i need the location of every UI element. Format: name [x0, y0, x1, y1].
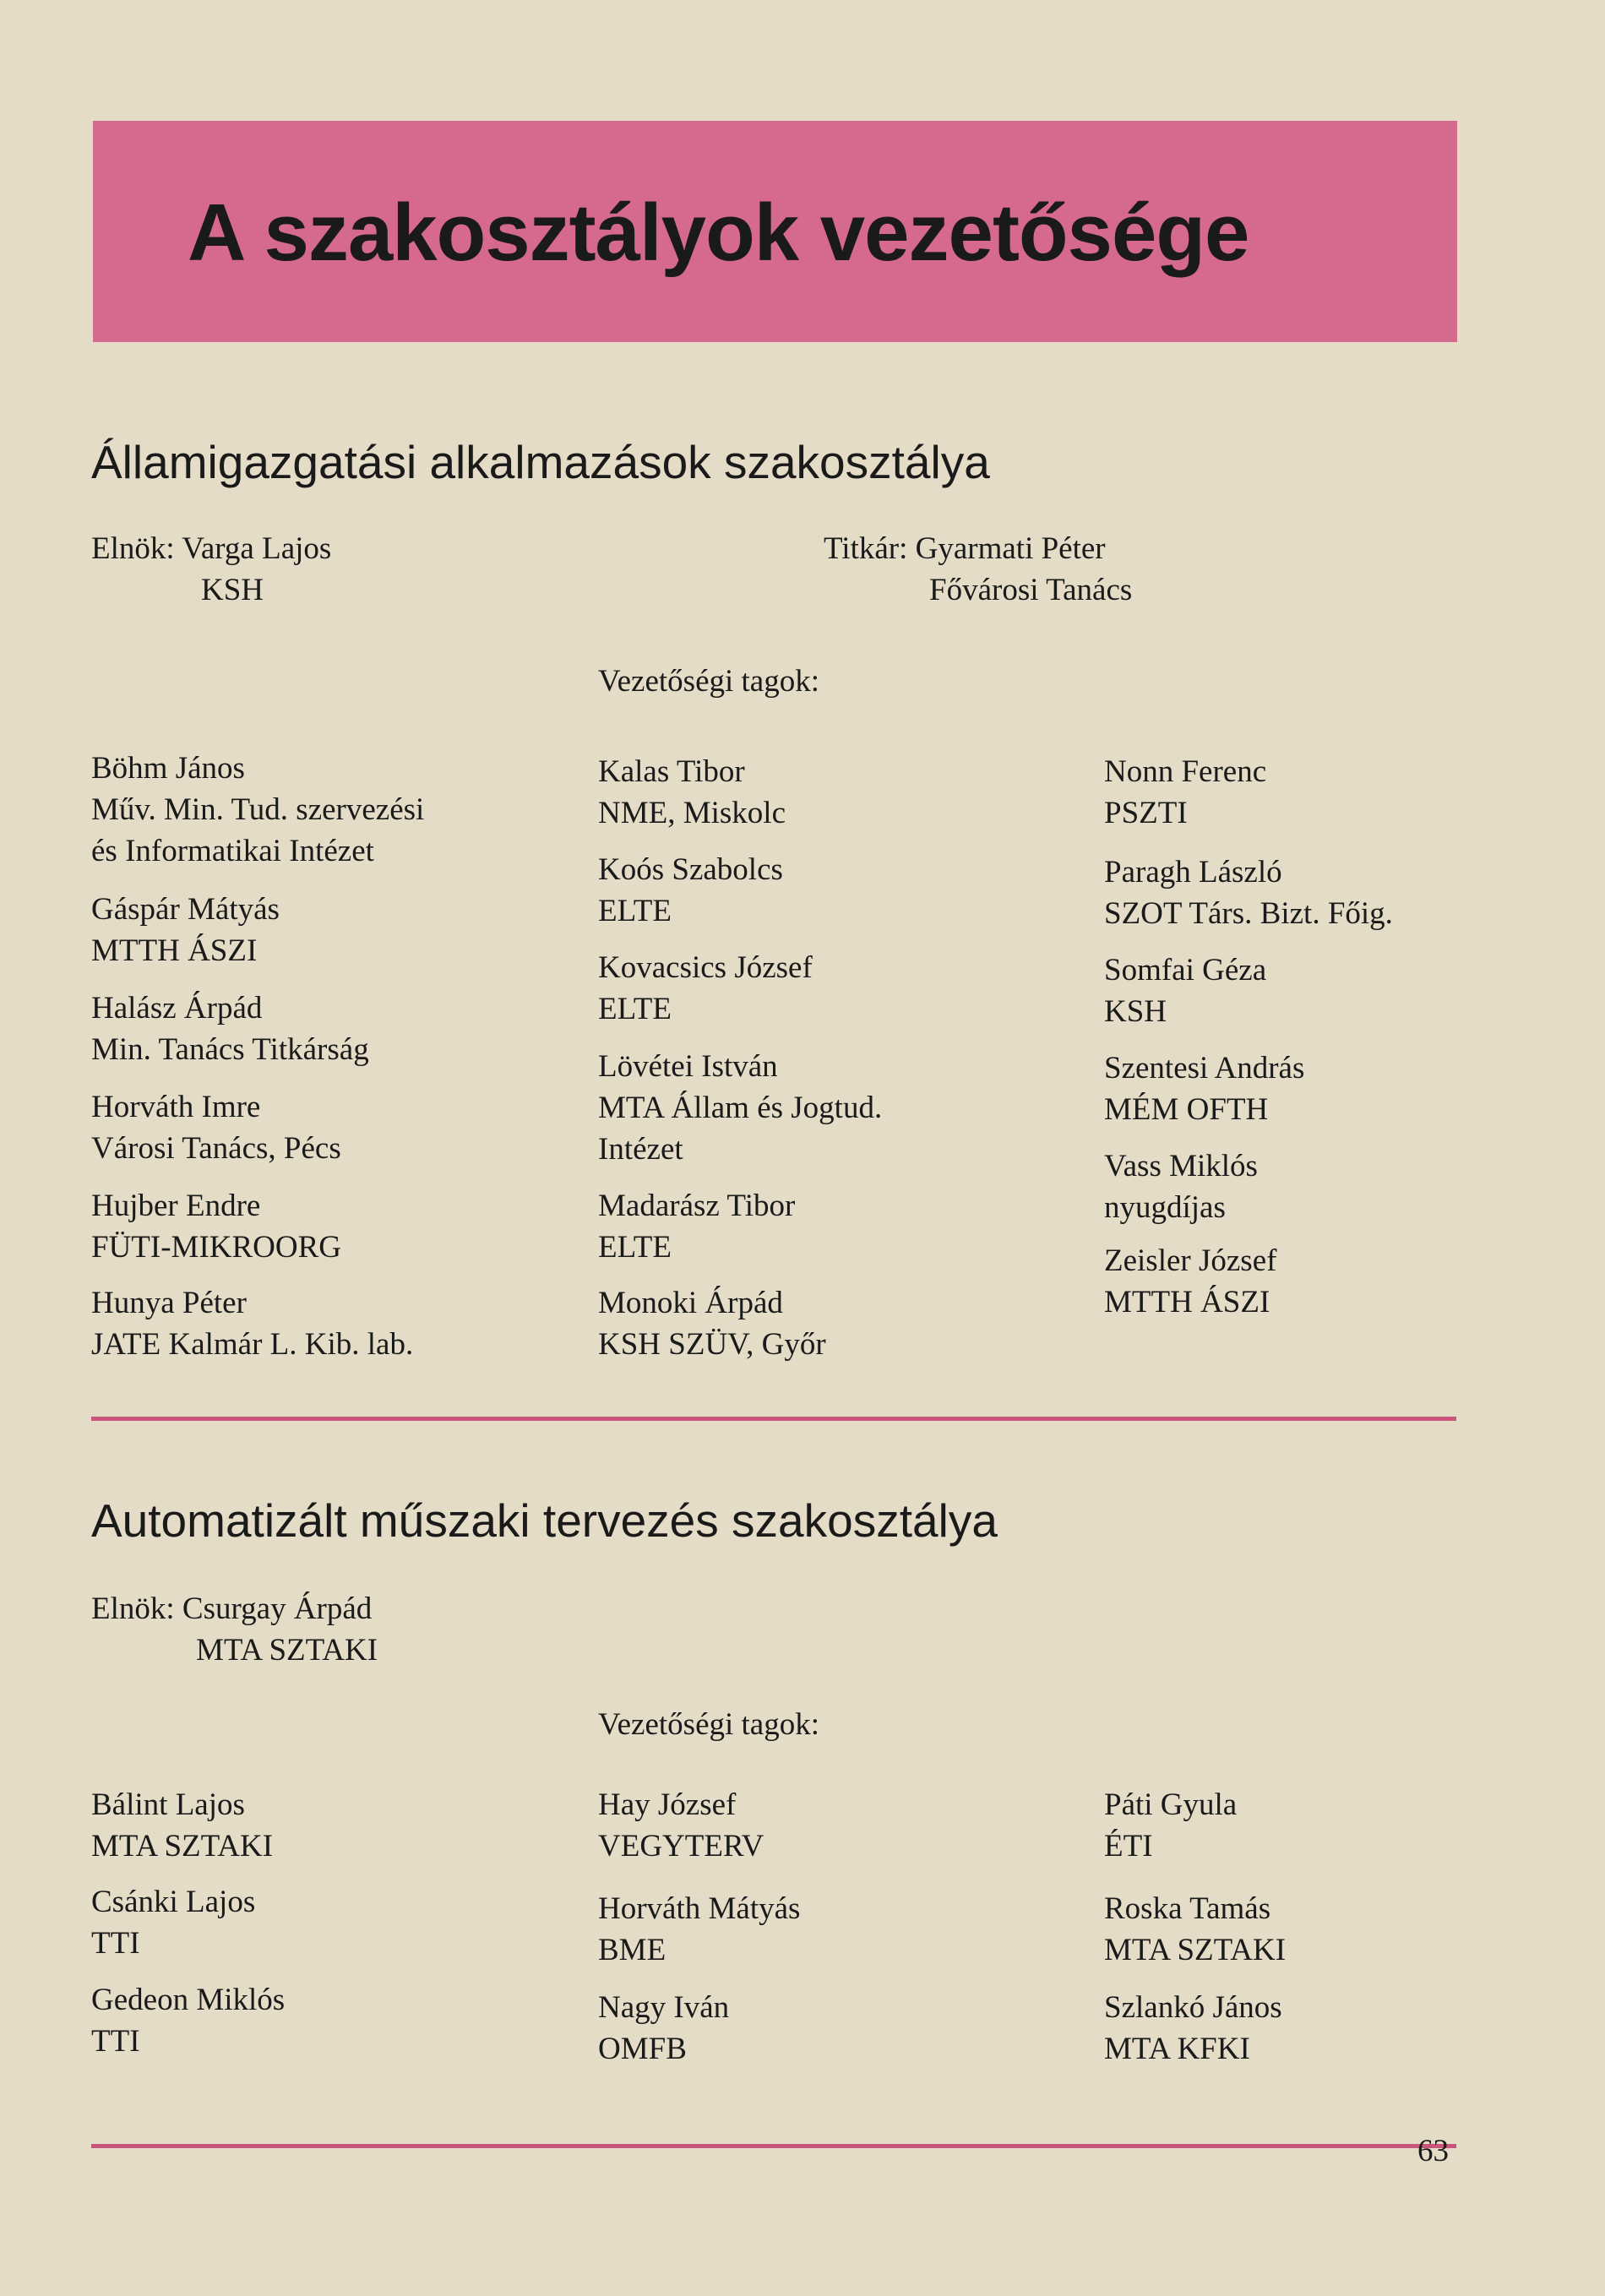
member-org: MTTH ÁSZI	[1104, 1285, 1270, 1319]
member-entry	[91, 889, 280, 971]
member-org: KSH SZÜV, Győr	[598, 1327, 826, 1362]
member-org: MTA KFKI	[1104, 2032, 1250, 2066]
member-org: PSZTI	[1104, 796, 1188, 830]
member-entry	[598, 1888, 800, 1971]
member-entry	[598, 1784, 764, 1867]
member-entry	[1104, 949, 1266, 1032]
page-number: 63	[1417, 2134, 1449, 2168]
member-org: ELTE	[598, 894, 672, 928]
member-entry	[91, 1086, 341, 1169]
section-divider	[91, 1417, 1456, 1421]
member-entry	[1104, 1240, 1276, 1323]
member-entry	[598, 751, 786, 834]
member-name: Horváth Mátyás	[598, 1891, 801, 1926]
member-entry	[91, 1784, 273, 1867]
member-entry	[91, 1282, 413, 1365]
member-org: és Informatikai Intézet	[91, 834, 374, 868]
chair-1: Elnök: Varga Lajos	[91, 531, 332, 566]
member-name: Hay József	[598, 1787, 737, 1822]
member-name: Zeisler József	[1104, 1243, 1277, 1278]
member-entry	[91, 748, 424, 872]
member-entry	[598, 947, 813, 1030]
member-name: Böhm János	[91, 751, 245, 786]
member-org: MTTH ÁSZI	[91, 933, 258, 968]
member-org: FÜTI-MIKROORG	[91, 1230, 341, 1265]
member-org: TTI	[91, 1926, 140, 1961]
member-org: ÉTI	[1104, 1829, 1153, 1863]
member-entry	[91, 1185, 341, 1268]
chair-org-2: MTA SZTAKI	[196, 1633, 378, 1668]
member-org: Min. Tanács Titkárság	[91, 1032, 369, 1067]
member-name: Nagy Iván	[598, 1990, 730, 2025]
member-entry	[91, 987, 369, 1070]
member-name: Halász Árpád	[91, 991, 263, 1026]
member-name: Roska Tamás	[1104, 1891, 1271, 1926]
member-org: VEGYTERV	[598, 1829, 764, 1863]
member-org: OMFB	[598, 2032, 687, 2066]
member-entry	[91, 1979, 285, 2062]
board-label-2: Vezetőségi tagok:	[598, 1707, 819, 1742]
member-org: MÉM OFTH	[1104, 1092, 1269, 1127]
section-title-2: Automatizált műszaki tervezés szakosztálya	[91, 1494, 998, 1547]
member-entry	[598, 1282, 826, 1365]
member-org: nyugdíjas	[1104, 1190, 1226, 1225]
member-org: ELTE	[598, 1230, 672, 1265]
member-org: MTA Állam és Jogtud.	[598, 1091, 883, 1125]
member-name: Csánki Lajos	[91, 1885, 256, 1919]
member-entry	[91, 1881, 255, 1964]
member-org: MTA SZTAKI	[91, 1829, 274, 1863]
member-name: Horváth Imre	[91, 1090, 261, 1124]
member-name: Szlankó János	[1104, 1990, 1282, 2025]
member-name: Madarász Tibor	[598, 1189, 796, 1223]
member-entry	[1104, 751, 1266, 834]
chair-2: Elnök: Csurgay Árpád	[91, 1591, 373, 1626]
member-entry	[1104, 1145, 1258, 1228]
member-org: Műv. Min. Tud. szervezési	[91, 792, 425, 827]
member-org: JATE Kalmár L. Kib. lab.	[91, 1327, 414, 1362]
member-org: KSH	[1104, 994, 1167, 1029]
chair-org-1: KSH	[201, 573, 264, 607]
member-name: Páti Gyula	[1104, 1787, 1238, 1822]
member-entry	[598, 849, 783, 932]
member-name: Nonn Ferenc	[1104, 754, 1267, 789]
member-org: BME	[598, 1933, 666, 1967]
member-name: Somfai Géza	[1104, 953, 1267, 987]
member-name: Bálint Lajos	[91, 1787, 245, 1822]
member-entry	[598, 1185, 795, 1268]
member-org: SZOT Társ. Bizt. Főig.	[1104, 896, 1393, 931]
secretary-org-1: Fővárosi Tanács	[929, 573, 1133, 607]
member-entry	[1104, 1987, 1282, 2070]
board-label-1: Vezetőségi tagok:	[598, 664, 819, 699]
member-org: ELTE	[598, 992, 672, 1026]
page-title: A szakosztályok vezetősége	[188, 188, 1249, 278]
member-entry	[1104, 1047, 1304, 1130]
member-org: TTI	[91, 2024, 140, 2059]
member-name: Kovacsics József	[598, 950, 813, 985]
member-name: Lövétei István	[598, 1049, 778, 1084]
member-name: Koós Szabolcs	[598, 852, 783, 887]
member-name: Gedeon Miklós	[91, 1983, 286, 2017]
section-divider	[91, 2144, 1456, 2148]
member-name: Vass Miklós	[1104, 1149, 1258, 1183]
secretary-1: Titkár: Gyarmati Péter	[824, 531, 1106, 566]
member-name: Hujber Endre	[91, 1189, 261, 1223]
member-entry	[1104, 1784, 1237, 1867]
member-org: MTA SZTAKI	[1104, 1933, 1287, 1967]
member-name: Hunya Péter	[91, 1286, 247, 1320]
member-name: Gáspár Mátyás	[91, 892, 280, 927]
member-name: Kalas Tibor	[598, 754, 745, 789]
member-entry	[1104, 851, 1393, 934]
member-name: Paragh László	[1104, 855, 1282, 890]
member-entry	[1104, 1888, 1286, 1971]
member-entry	[598, 1046, 882, 1170]
member-name: Monoki Árpád	[598, 1286, 783, 1320]
member-org: Városi Tanács, Pécs	[91, 1131, 341, 1166]
member-org: NME, Miskolc	[598, 796, 786, 830]
section-title-1: Államigazgatási alkalmazások szakosztálya	[91, 436, 990, 488]
title-banner	[93, 121, 1457, 342]
member-name: Szentesi András	[1104, 1051, 1305, 1085]
member-org: Intézet	[598, 1132, 683, 1167]
member-entry	[598, 1987, 729, 2070]
